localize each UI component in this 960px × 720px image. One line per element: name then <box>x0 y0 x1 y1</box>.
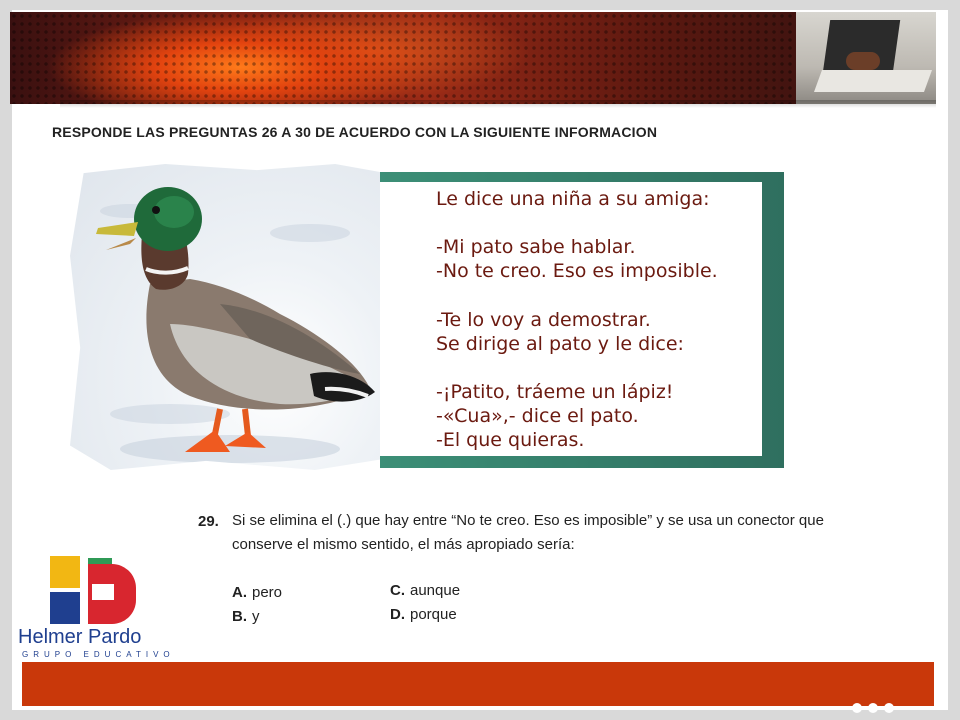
footer-dot <box>868 703 878 713</box>
logo-yellow-square <box>50 556 80 588</box>
footer-dot <box>852 703 862 713</box>
laptop-image <box>796 12 936 104</box>
option-b[interactable] <box>232 608 260 625</box>
logo-name: Helmer Pardo <box>18 626 142 648</box>
footer-dot <box>884 703 894 713</box>
logo-p-counter <box>92 584 114 600</box>
duck-illustration <box>70 164 410 470</box>
question-text-line-2: conserve el mismo sentido, el más apropiado sería: <box>232 536 575 553</box>
story-line-3: -No te creo. Eso es imposible. <box>436 260 718 282</box>
option-a[interactable] <box>232 584 282 601</box>
option-c[interactable] <box>390 582 460 599</box>
option-d-text: porque <box>410 606 457 623</box>
helmer-pardo-logo <box>18 554 175 662</box>
question-number: 29. <box>198 513 219 530</box>
option-c-letter: C. <box>390 582 405 599</box>
story-line-7: -«Cua»,- dice el pato. <box>436 405 639 427</box>
story-line-5: Se dirige al pato y le dice: <box>436 333 684 355</box>
story-line-1: Le dice una niña a su amiga: <box>436 188 710 210</box>
logo-blue-square <box>50 592 80 624</box>
page-heading: RESPONDE LAS PREGUNTAS 26 A 30 DE ACUERDO CON LA SIGUIENTE INFORMACION <box>52 124 658 140</box>
story-line-4: -Te lo voy a demostrar. <box>436 309 651 331</box>
footer-dots <box>846 700 894 718</box>
logo-subtitle: GRUPO EDUCATIVO <box>22 650 175 659</box>
footer-bar <box>22 662 934 706</box>
option-d[interactable] <box>390 606 457 623</box>
duck-photo <box>70 164 410 470</box>
option-b-text: y <box>252 608 260 625</box>
typing-hand <box>846 52 880 70</box>
laptop-keyboard <box>814 70 932 92</box>
question-text-line-1: Si se elimina el (.) que hay entre “No te creo. Eso es imposible” y se usa un conector que <box>232 512 824 529</box>
story-line-8: -El que quieras. <box>436 429 585 451</box>
option-b-letter: B. <box>232 608 247 625</box>
header-banner-image <box>10 12 936 104</box>
story-line-2: -Mi pato sabe hablar. <box>436 236 636 258</box>
banner-shadow <box>60 100 936 108</box>
option-a-text: pero <box>252 584 283 601</box>
story-line-6: -¡Patito, tráeme un lápiz! <box>436 381 674 403</box>
option-a-letter: A. <box>232 584 247 601</box>
option-d-letter: D. <box>390 606 405 623</box>
option-c-text: aunque <box>410 582 461 599</box>
